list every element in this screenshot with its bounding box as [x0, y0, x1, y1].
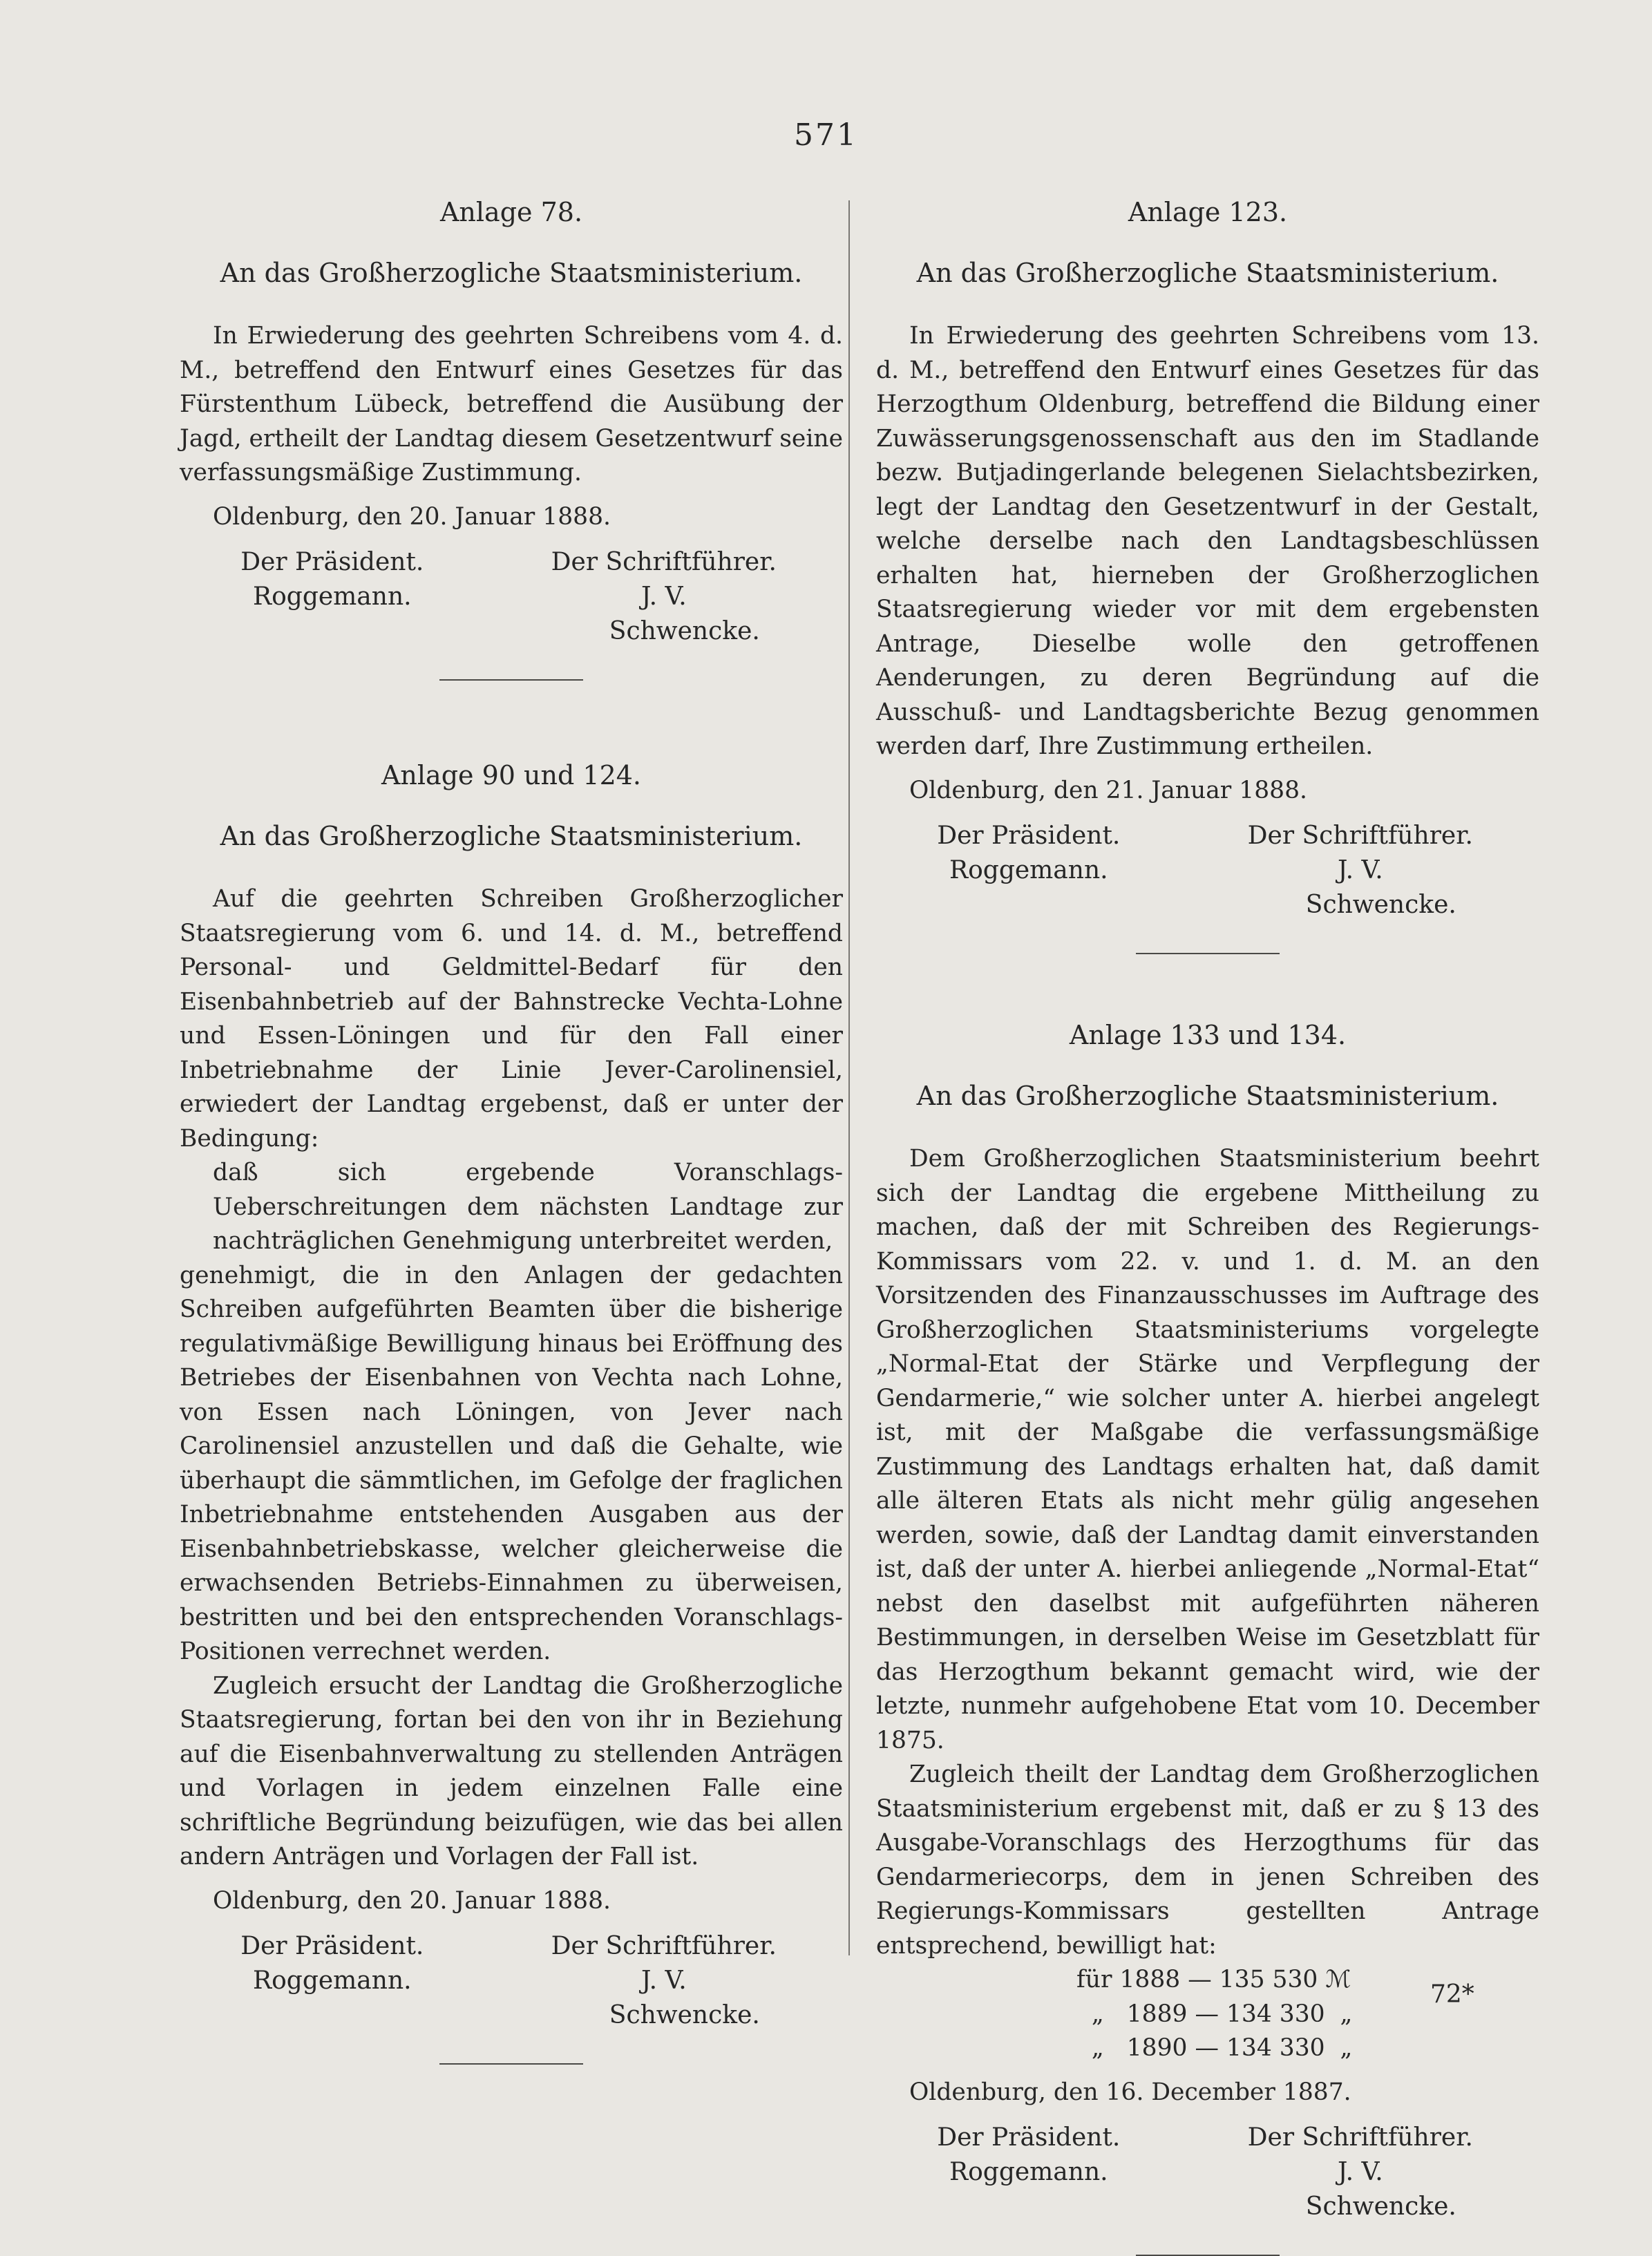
- signature-block: [180, 1929, 843, 2033]
- addressee: An das Großherzogliche Staatsministerium.: [916, 258, 1499, 288]
- secretary-name: Schwencke.: [1305, 891, 1456, 919]
- section-title: Anlage 133 und 134.: [1069, 1020, 1347, 1050]
- secretary-title: Der Schriftführer.: [551, 1932, 777, 1960]
- signature-block: [876, 2121, 1539, 2224]
- page-number: 571: [794, 117, 858, 153]
- body-paragraph: Auf die geehrten Schreiben Großherzoglicher Staatsregierung vom 6. und 14. d. M., betreffend Personal- und Geldmittel-Bedarf für den Eisenbahnbetrieb auf der Bahnstrecke Vechta-Lohne und Essen-Löningen und für den Fall einer Inbetriebnahme der Linie Jever-Carolinensiel, erwiedert der Landtag ergebenst, daß er unter der Bedingung:: [180, 885, 843, 1153]
- signature-block: [180, 545, 843, 649]
- place-date: Oldenburg, den 20. Januar 1888.: [213, 1886, 611, 1915]
- secretary-title: Der Schriftführer.: [551, 548, 777, 576]
- president-name: Roggemann.: [253, 582, 412, 611]
- president-title: Der Präsident.: [240, 548, 424, 576]
- anlage-90-124: [180, 757, 843, 2065]
- body-paragraph: Zugleich ersucht der Landtag die Großherzogliche Staatsregierung, fortan bei den von ihr in Beziehung auf die Eisenbahnverwaltung zu stellenden Anträgen und Vorlagen in jedem einzelnen Falle eine schriftliche Begründung beizufügen, wie das bei allen andern Anträgen und Vorlagen der Fall ist.: [180, 1671, 843, 1870]
- anlage-78: [180, 193, 843, 681]
- president-title: Der Präsident.: [937, 2123, 1121, 2152]
- body-paragraph: In Erwiederung des geehrten Schreibens vom 13. d. M., betreffend den Entwurf eines Gesetzes für das Herzogthum Oldenburg, betreffend die Bildung einer Zuwässerungsgenossenschaft aus den im Stadlande bezw. Butjadingerlande belegenen Sielachtsbezirken, legt der Landtag den Gesetzentwurf in der Gestalt, welche derselbe nach den Landtagsbeschlüssen erhalten hat, hierneben der Großherzoglichen Staatsregierung wieder vor mit dem ergebensten Antrage, Dieselbe wolle den getroffenen Aenderungen, zu deren Begründung auf die Ausschuß- und Landtagsberichte Bezug genommen werden darf, Ihre Zustimmung ertheilen.: [876, 322, 1539, 760]
- left-column: [180, 193, 843, 2065]
- section-title: Anlage 90 und 124.: [381, 760, 641, 790]
- section-rule: [439, 2063, 583, 2065]
- president-title: Der Präsident.: [240, 1932, 424, 1960]
- secretary-name: Schwencke.: [609, 617, 760, 645]
- right-column: [876, 193, 1539, 2256]
- condition-paragraph: daß sich ergebende Voranschlags-Ueberschreitungen dem nächsten Landtage zur nachträglichen Genehmigung unterbreitet werden,: [213, 1159, 843, 1255]
- secretary-name: Schwencke.: [609, 2001, 760, 2029]
- body-paragraph: In Erwiederung des geehrten Schreibens vom 4. d. M., betreffend den Entwurf eines Gesetzes für das Fürstenthum Lübeck, betreffend die Ausübung der Jagd, ertheilt der Landtag diesem Gesetzentwurf seine verfassungsmäßige Zustimmung.: [180, 322, 843, 486]
- place-date: Oldenburg, den 21. Januar 1888.: [909, 776, 1308, 804]
- body-paragraph: Zugleich theilt der Landtag dem Großherzoglichen Staatsministerium ergebenst mit, daß er zu § 13 des Ausgabe-Voranschlags des Herzogthums für das Gendarmeriecorps, dem in jenen Schreiben des Regierungs-Kommissars gestellten Antrage entsprechend, bewilligt hat:: [876, 1761, 1539, 1960]
- body-paragraph: Dem Großherzoglichen Staatsministerium beehrt sich der Landtag die ergebene Mittheilung zu machen, daß der mit Schreiben des Regierungs-Kommissars vom 22. v. und 1. d. M. an den Vorsitzenden des Finanzausschusses im Auftrage des Großherzoglichen Staatsministeriums vorgelegte „Normal-Etat der Stärke und Verpflegung der Gendarmerie,“ wie solcher unter A. hierbei angelegt ist, mit der Maßgabe die verfassungsmäßige Zustimmung des Landtags erhalten hat, daß damit alle älteren Etats als nicht mehr gülig angesehen werden, sowie, daß der Landtag damit einverstanden ist, daß der unter A. hierbei anliegende „Normal-Etat“ nebst den daselbst mit aufgeführten näheren Bestimmungen, in derselben Weise im Gesetzblatt für das Herzogthum bekannt gemacht wird, wie der letzte, nunmehr aufgehobene Etat vom 10. December 1875.: [876, 1145, 1539, 1754]
- section-title: Anlage 78.: [439, 197, 583, 227]
- signature-mark: 72*: [1430, 1980, 1474, 2009]
- place-date: Oldenburg, den 16. December 1887.: [909, 2078, 1351, 2106]
- secretary-iv: J. V.: [640, 582, 687, 611]
- secretary-title: Der Schriftführer.: [1247, 2123, 1473, 2152]
- signature-block: [876, 819, 1539, 922]
- budget-list: [876, 1963, 1539, 2066]
- addressee: An das Großherzogliche Staatsministerium.: [916, 1081, 1499, 1111]
- secretary-name: Schwencke.: [1305, 2192, 1456, 2221]
- addressee: An das Großherzogliche Staatsministerium.: [220, 821, 803, 851]
- president-name: Roggemann.: [949, 856, 1108, 884]
- place-date: Oldenburg, den 20. Januar 1888.: [213, 502, 611, 531]
- anlage-123: [876, 193, 1539, 954]
- president-name: Roggemann.: [253, 1966, 412, 1995]
- president-name: Roggemann.: [949, 2158, 1108, 2186]
- anlage-133-134: [876, 1016, 1539, 2256]
- section-title: Anlage 123.: [1128, 197, 1288, 227]
- secretary-iv: J. V.: [640, 1966, 687, 1995]
- secretary-title: Der Schriftführer.: [1247, 822, 1473, 850]
- secretary-iv: J. V.: [1337, 856, 1383, 884]
- president-title: Der Präsident.: [937, 822, 1121, 850]
- column-divider: [848, 200, 850, 1955]
- budget-line-1889: „ 1889 — 134 330 „: [1076, 2000, 1353, 2028]
- body-paragraph: genehmigt, die in den Anlagen der gedachten Schreiben aufgeführten Beamten über die bisherige regulativmäßige Bewilligung hinaus bei Eröffnung des Betriebes der Eisenbahnen von Vechta nach Lohne, von Essen nach Löningen, von Jever nach Carolinensiel anzustellen und daß die Gehalte, wie überhaupt die sämmtlichen, im Gefolge der fraglichen Inbetriebnahme entstehenden Ausgaben aus der Eisenbahnbetriebskasse, welcher gleicherweise die erwachsenden Betriebs-Einnahmen zu überweisen, bestritten und bei den entsprechenden Voranschlags-Positionen verrechnet werden.: [180, 1261, 843, 1665]
- addressee: An das Großherzogliche Staatsministerium.: [220, 258, 803, 288]
- budget-line-1888: für 1888 — 135 530 ℳ: [1076, 1966, 1351, 1993]
- secretary-iv: J. V.: [1337, 2158, 1383, 2186]
- budget-line-1890: „ 1890 — 134 330 „: [1076, 2034, 1353, 2062]
